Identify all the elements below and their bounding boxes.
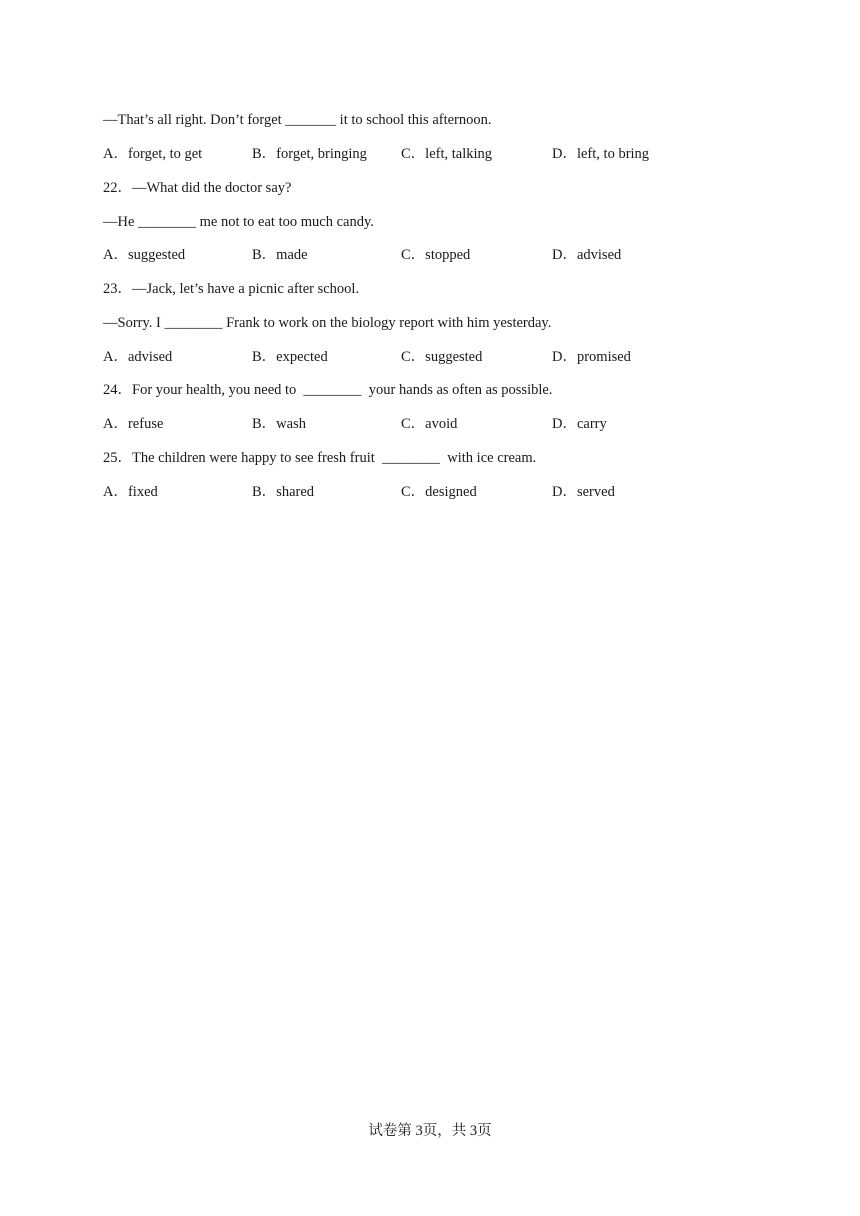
q22-option-d: D．advised [552, 247, 622, 263]
q21-options [103, 145, 743, 163]
q22-option-b: B．made [252, 247, 308, 263]
q22-option-a: A．suggested [103, 247, 186, 263]
q21-option-b: B．forget, bringing [252, 146, 367, 162]
q22-response-line: —He ________ me not to eat too much candy. [103, 214, 374, 230]
q23-option-c: C．suggested [401, 349, 483, 365]
q23-prompt: 23．—Jack, let’s have a picnic after school. [103, 281, 360, 297]
q21-option-d: D．left, to bring [552, 146, 650, 162]
q24-prompt: 24．For your health, you need to ________ your hands as often as possible. [103, 382, 553, 398]
q25-option-d: D．served [552, 484, 615, 500]
q25-option-b: B．shared [252, 484, 315, 500]
q25-options [103, 483, 743, 501]
q21-response-line: —That’s all right. Don’t forget _______ it to school this afternoon. [103, 112, 492, 128]
q23-response-line: —Sorry. I ________ Frank to work on the biology report with him yesterday. [103, 315, 552, 331]
q23-option-b: B．expected [252, 349, 328, 365]
q23-option-d: D．promised [552, 349, 631, 365]
q24-option-c: C．avoid [401, 416, 458, 432]
q23-options [103, 348, 743, 366]
q25-option-c: C．designed [401, 484, 477, 500]
page-footer: 试卷第 3页，共 3页 [368, 1123, 492, 1139]
q21-option-c: C．left, talking [401, 146, 493, 162]
q24-option-d: D．carry [552, 416, 607, 432]
q24-option-a: A．refuse [103, 416, 164, 432]
q25-prompt: 25．The children were happy to see fresh fruit ________ with ice cream. [103, 450, 537, 466]
q24-option-b: B．wash [252, 416, 306, 432]
q22-options [103, 246, 743, 264]
q25-option-a: A．fixed [103, 484, 158, 500]
q23-option-a: A．advised [103, 349, 173, 365]
q22-prompt: 22．—What did the doctor say? [103, 180, 292, 196]
q24-options [103, 415, 743, 433]
q22-option-c: C．stopped [401, 247, 471, 263]
q21-option-a: A．forget, to get [103, 146, 203, 162]
